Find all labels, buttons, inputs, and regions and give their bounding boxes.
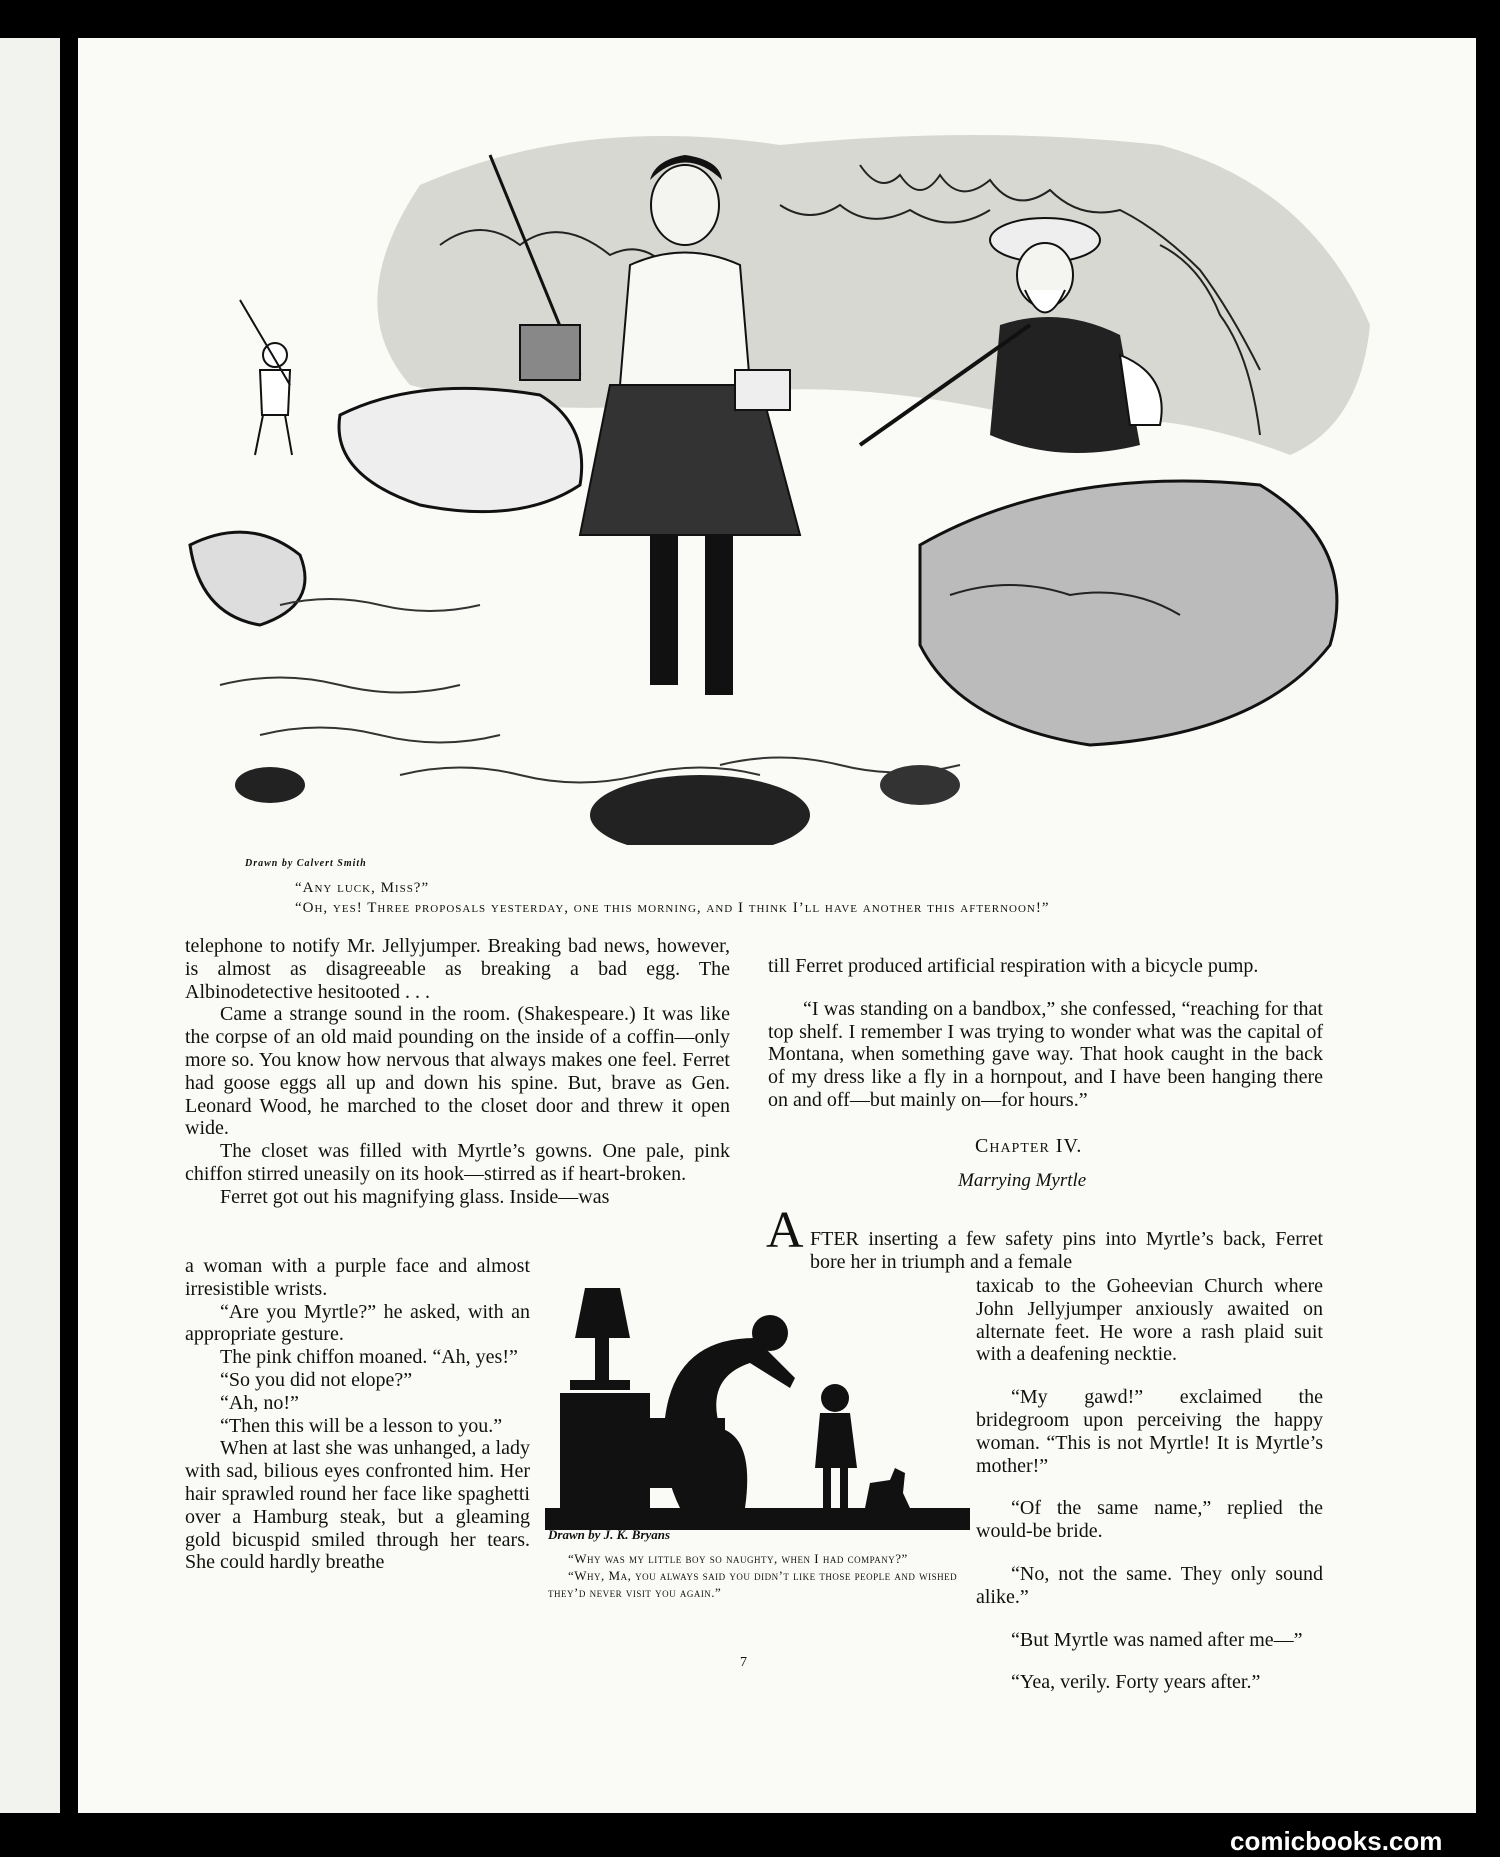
paragraph: “My gawd!” exclaimed the bridegroom upon perceiving the happy woman. “This is not Myrtle! It is Myrtle’s mother!”: [976, 1386, 1323, 1477]
paragraph: Came a strange sound in the room. (Shakespeare.) It was like the corpse of an old maid pounding on the inside of a coffin—only more so. You know how nervous that always makes one feel. Ferret had goose eggs all up and down his spine. But, brave as Gen. Leonard Wood, he marched to the closet door and threw it open wide.: [185, 1003, 730, 1140]
facing-page-edge: [0, 38, 60, 1813]
right-column-lower: [976, 1255, 1323, 1714]
paragraph: telephone to notify Mr. Jellyjumper. Breaking bad news, however, is almost as disagreeable as breaking a bad egg. The Albinodetective hesitooted . . .: [185, 935, 730, 1003]
right-column-upper: [768, 935, 1323, 1132]
paragraph: “No, not the same. They only sound alike.”: [976, 1562, 1323, 1608]
paragraph: FTER inserting a few safety pins into Myrtle’s back, Ferret bore her in triumph and a female: [810, 1228, 1323, 1273]
paragraph: taxicab to the Goheevian Church where John Jellyjumper anxiously awaited on alternate feet. He wore a rash plaid suit with a deafening necktie.: [976, 1275, 1323, 1366]
left-column-lower: [185, 1255, 530, 1574]
paragraph: The closet was filled with Myrtle’s gowns. One pale, pink chiffon stirred uneasily on its hook—stirred as if heart-broken.: [185, 1140, 730, 1185]
paragraph: a woman with a purple face and almost irresistible wrists.: [185, 1255, 530, 1300]
paragraph: “But Myrtle was named after me—”: [1011, 1628, 1303, 1651]
paragraph: “Ah, no!”: [220, 1391, 299, 1414]
illustration-credit: Drawn by Calvert Smith: [245, 858, 367, 869]
watermark: comicbooks.com: [1230, 1826, 1443, 1856]
illustration-caption-answer: “Oh, yes! Three proposals yesterday, one this morning, and I think I’ll have another this afternoon!”: [295, 900, 1050, 916]
paragraph: “I was standing on a bandbox,” she confessed, “reaching for that top shelf. I remember I was trying to wonder what was the capital of Montana, when something gave way. That hook caught in the back of my dress like a fly in a hornpout, and I have been hanging there on and off—but mainly on—for hours.”: [768, 997, 1323, 1111]
paragraph: “Then this will be a lesson to you.”: [220, 1414, 503, 1437]
page-border-right: [1476, 38, 1500, 1813]
paragraph: “Are you Myrtle?” he asked, with an appropriate gesture.: [185, 1300, 530, 1346]
silhouette-caption-question: “Why was my little boy so naughty, when I had company?”: [568, 1551, 908, 1566]
chapter-subtitle: Marrying Myrtle: [958, 1170, 1087, 1191]
silhouette-illustration: [545, 1268, 970, 1530]
chapter-heading: Chapter IV.: [975, 1135, 1083, 1157]
paragraph: “Yea, verily. Forty years after.”: [1011, 1671, 1261, 1694]
silhouette-caption-answer: “Why, Ma, you always said you didn’t like those people and wished they’d never visit you again.”: [548, 1568, 958, 1600]
paragraph: The pink chiffon moaned. “Ah, yes!”: [220, 1346, 518, 1369]
illustration-caption-question: “Any luck, Miss?”: [295, 880, 430, 896]
fishing-illustration: [160, 125, 1380, 845]
paragraph: “Of the same name,” replied the would-be bride.: [976, 1497, 1323, 1543]
drop-cap: A: [766, 1202, 804, 1259]
silhouette-credit: Drawn by J. K. Bryans: [548, 1527, 671, 1542]
paragraph: till Ferret produced artificial respiration with a bicycle pump.: [768, 955, 1259, 977]
paragraph: “So you did not elope?”: [220, 1368, 413, 1391]
left-column-upper: [185, 935, 730, 1209]
paragraph: Ferret got out his magnifying glass. Inside—was: [220, 1185, 610, 1208]
silhouette-caption: [548, 1550, 978, 1601]
page-gutter: [60, 38, 78, 1813]
page-number: 7: [740, 1655, 747, 1670]
paragraph: When at last she was unhanged, a lady with sad, bilious eyes confronted him. Her hair sprawled round her face like spaghetti over a Hamburg steak, but a gleaming gold bicuspid smiled through her tears. She could hardly breathe: [185, 1437, 530, 1574]
